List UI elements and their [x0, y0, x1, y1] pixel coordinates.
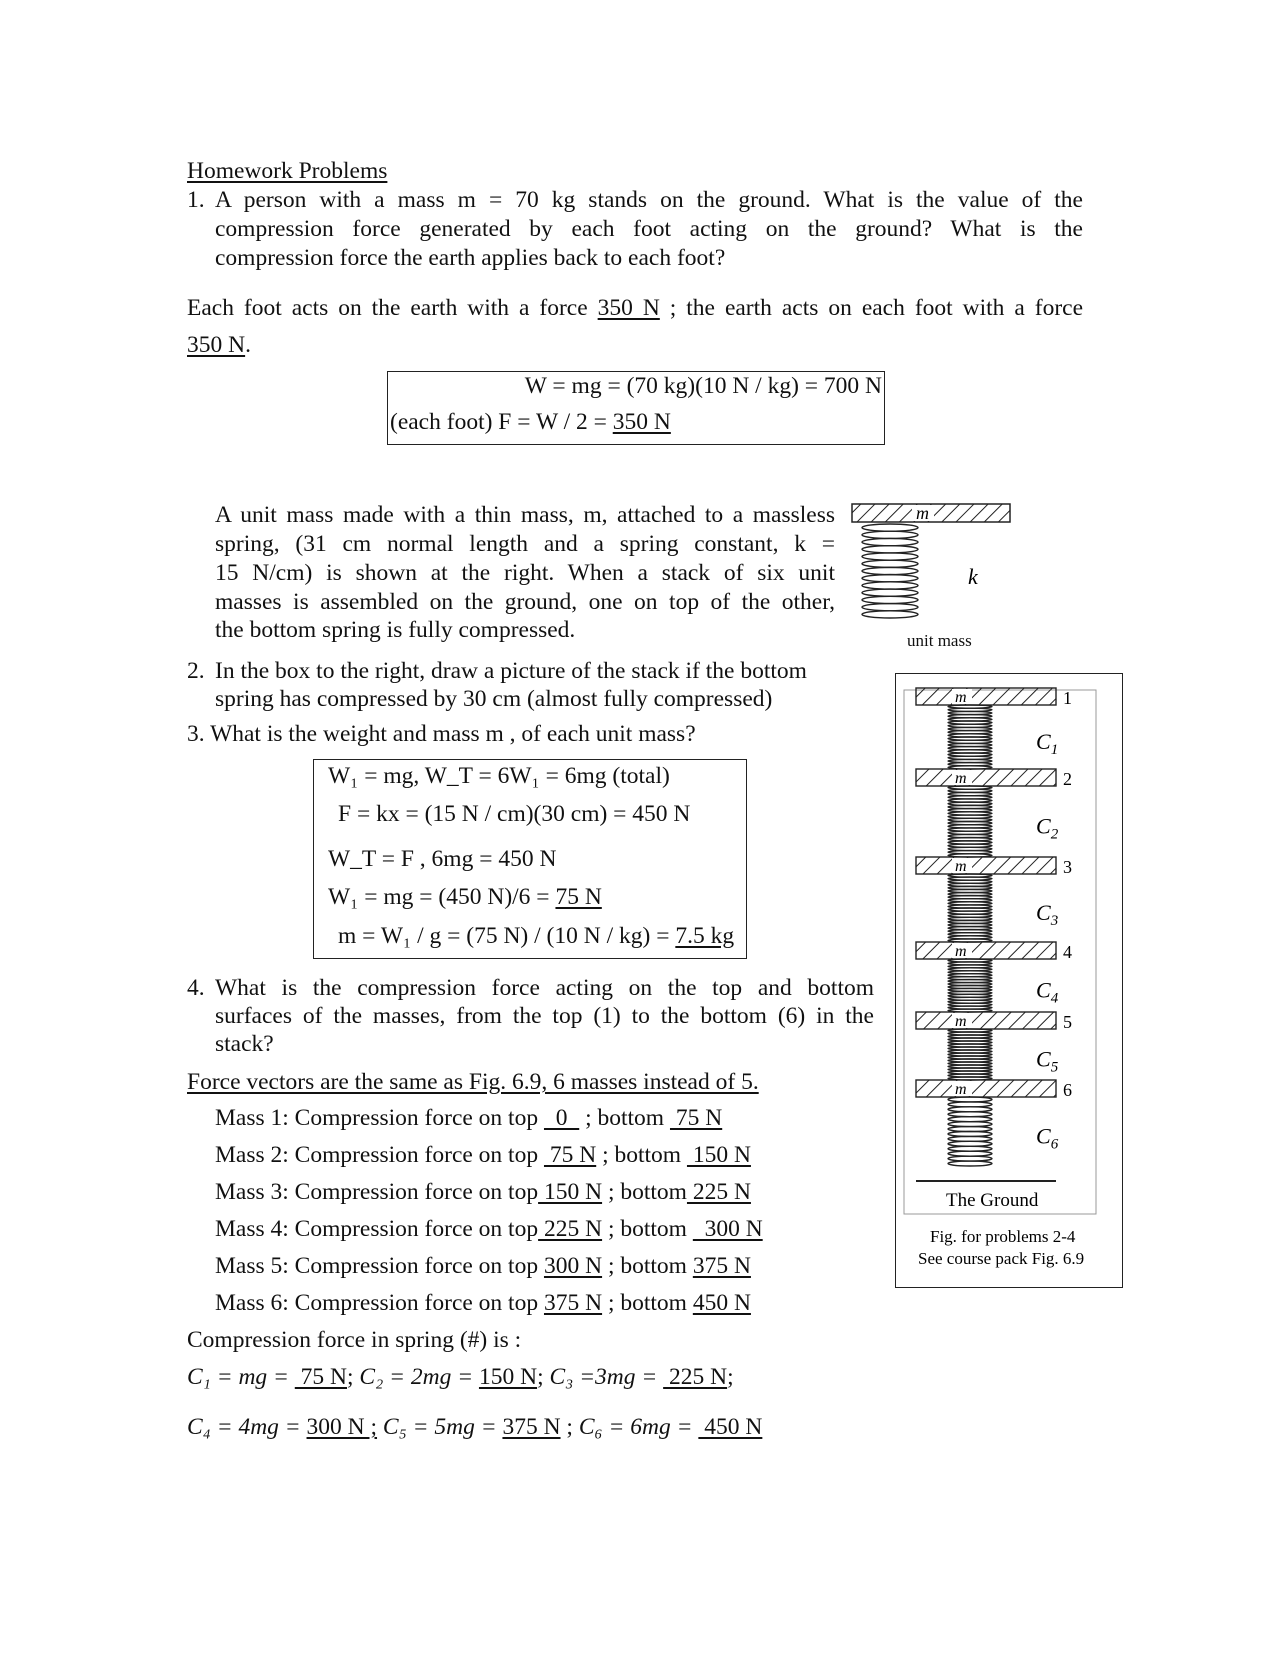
spring-label-letter: C: [1036, 813, 1051, 839]
mass-row-label: Mass 2: Compression force on top: [215, 1142, 539, 1168]
mass-row: [215, 1142, 751, 1169]
spring-coil: [862, 560, 918, 567]
unit-mass-caption: unit mass: [907, 631, 972, 650]
stacked-mass: [916, 688, 1072, 708]
spring-label: [1036, 1124, 1059, 1153]
mass-label: m: [955, 770, 967, 787]
page-title: Homework Problems: [187, 158, 388, 184]
spring-coil: [948, 1151, 992, 1156]
intro-line-1: A unit mass made with a thin mass, m, attached to a massless: [215, 502, 835, 528]
unit-spring-k-label: k: [968, 564, 978, 589]
spring-coil: [862, 524, 918, 531]
spring-force-expression: C₁ = mg =: [187, 1364, 295, 1390]
spring-force-value: 450 N: [698, 1414, 763, 1440]
figure-caption-2: See course pack Fig. 6.9: [918, 1249, 1085, 1268]
problem-4-line-1: What is the compression force acting on the top and bottom: [215, 975, 874, 1001]
spring-coil: [948, 1136, 992, 1141]
foot-force-equation: [390, 409, 671, 436]
mass-bottom-force: 375 N: [692, 1253, 751, 1279]
problem-1-line-1: A person with a mass m = 70 kg stands on the ground. What is the value of the: [215, 187, 1083, 213]
mass-label: m: [955, 943, 967, 960]
mass-row: [215, 1253, 751, 1280]
spring-coil: [948, 1097, 992, 1102]
mass-row-separator: ; bottom: [607, 1179, 687, 1205]
stacked-mass: [916, 857, 1072, 877]
spring-coil: [948, 1161, 992, 1166]
mass-stack: [916, 688, 1072, 1166]
spring-label-index: 1: [1050, 742, 1059, 758]
problem-1-number: 1.: [187, 187, 205, 213]
mass-plate: [916, 688, 1056, 705]
solution-line-2: F = kx = (15 N / cm)(30 cm) = 450 N: [338, 801, 691, 827]
mass-bottom-force: 450 N: [692, 1290, 751, 1316]
intro-line-2: spring, (31 cm normal length and a spring constant, k =: [215, 531, 835, 557]
spring-force-value: 300 N ;: [306, 1414, 378, 1440]
spring-coil: [948, 1127, 992, 1132]
mass-row: [215, 1105, 722, 1132]
stack-spring: [948, 874, 992, 942]
mass-plate: [916, 769, 1056, 786]
mass-plate: [916, 942, 1056, 959]
stack-figure: [896, 674, 1122, 1287]
spring-force-value: 375 N: [502, 1414, 561, 1440]
spring-label: [1036, 729, 1058, 758]
stacked-mass: [916, 1012, 1072, 1032]
force-vectors-note: Force vectors are the same as Fig. 6.9, 6 masses instead of 5.: [187, 1069, 759, 1095]
spring-label: [1036, 814, 1059, 843]
spring-coil: [862, 596, 918, 603]
solution-line-4: [328, 884, 602, 911]
problem-1-line-3: compression force the earth applies back to each foot?: [215, 245, 726, 271]
mass-row-label: Mass 4: Compression force on top: [215, 1216, 539, 1242]
spring-force-separator: ;: [347, 1364, 360, 1390]
spring-coil: [862, 589, 918, 596]
problem-1-line-2: compression force generated by each foot acting on the ground? What is the: [215, 216, 1083, 242]
spring-coil: [862, 567, 918, 574]
stack-spring: [948, 1029, 992, 1080]
spring-label-index: 5: [1050, 1059, 1059, 1076]
unit-spring: [862, 524, 918, 618]
spring-force-expression: C₅ = 5mg =: [382, 1414, 503, 1440]
mass-top-force: 300 N: [543, 1253, 603, 1279]
foot-force-equation-lhs: (each foot) F = W / 2 =: [390, 409, 613, 435]
spring-label-letter: C: [1036, 900, 1051, 925]
spring-label-index: 4: [1050, 990, 1059, 1007]
mass-bottom-force: 150 N: [686, 1142, 751, 1168]
spring-force-separator: ;: [727, 1364, 734, 1390]
spring-coil: [948, 1146, 992, 1151]
mass-row-separator: ; bottom: [585, 1105, 665, 1131]
mass-plate: [916, 857, 1056, 874]
weight-equation: W = mg = (70 kg)(10 N / kg) = 700 N: [524, 373, 882, 399]
spring-label-letter: C: [1036, 729, 1051, 754]
spring-force-expression: C₆ = 6mg =: [578, 1414, 699, 1440]
mass-top-force: 375 N: [543, 1290, 603, 1316]
spring-coil: [948, 1132, 992, 1137]
answer-1-foot-force: 350 N: [597, 295, 660, 321]
stack-spring: [948, 705, 992, 769]
spring-label-letter: C: [1036, 977, 1051, 1003]
intro-line-4: masses is assembled on the ground, one on top of the other,: [215, 589, 835, 615]
mass-row-label: Mass 3: Compression force on top: [215, 1179, 539, 1205]
mass-top-force: 150 N: [538, 1179, 603, 1205]
mass-label: m: [955, 1013, 967, 1030]
spring-coil: [862, 604, 918, 611]
stacked-mass: [916, 942, 1072, 962]
mass-number: 5: [1063, 1012, 1072, 1032]
solution-line-1: W₁ = mg, W_T = 6W₁ = 6mg (total): [328, 763, 670, 789]
mass-plate: [916, 1012, 1056, 1029]
spring-label-index: 2: [1050, 826, 1059, 843]
weight-equation-box: [387, 371, 885, 445]
problem-4-line-3: stack?: [215, 1031, 274, 1057]
spring-label-letter: C: [1036, 1123, 1051, 1149]
problem-3: 3. What is the weight and mass m , of each unit mass?: [187, 721, 696, 747]
mass-label: m: [955, 689, 967, 706]
spring-coil: [862, 538, 918, 545]
spring-label: [1036, 900, 1058, 929]
answer-1-line-2: [187, 332, 251, 359]
intro-line-5: the bottom spring is fully compressed.: [215, 617, 576, 643]
stack-spring: [948, 786, 992, 857]
problem-4-line-2: surfaces of the masses, from the top (1) to the bottom (6) in the: [215, 1003, 874, 1029]
mass-bottom-force: 75 N: [669, 1105, 723, 1131]
weight-result: 75 N: [555, 884, 602, 910]
foot-force-equation-result: 350 N: [612, 409, 671, 435]
spring-force-value: 150 N: [478, 1364, 538, 1390]
spring-force-expression: C₄ = 4mg =: [187, 1414, 307, 1440]
mass-number: 1: [1063, 688, 1072, 708]
spring-coil: [862, 611, 918, 618]
spring-label: [1036, 1047, 1059, 1076]
spring-coil: [948, 1141, 992, 1146]
mass-label: m: [955, 1081, 967, 1098]
spring-force-value: 75 N: [294, 1364, 348, 1390]
mass-row-label: Mass 5: Compression force on top: [215, 1253, 539, 1279]
answer-1-text-a: Each foot acts on the earth with a force: [187, 295, 588, 321]
answer-1-earth-force: 350 N: [187, 332, 246, 358]
stacked-mass: [916, 1080, 1072, 1100]
mass-row: [215, 1290, 751, 1317]
mass-row-separator: ; bottom: [607, 1253, 687, 1279]
spring-forces-line-2: [187, 1414, 762, 1441]
spring-coil: [948, 1102, 992, 1107]
unit-mass-m-label: m: [916, 503, 929, 523]
problem-2-line-1: In the box to the right, draw a picture of the stack if the bottom: [215, 658, 807, 684]
spring-forces-line-1: [187, 1364, 734, 1391]
spring-label-index: 3: [1050, 913, 1059, 929]
solution-line-5: [338, 923, 734, 950]
solution-line-3: W_T = F , 6mg = 450 N: [328, 846, 557, 872]
spring-coil: [948, 1156, 992, 1161]
spring-force-expression: C₃ =3mg =: [549, 1364, 664, 1390]
answer-1-period: .: [245, 332, 251, 358]
mass-number: 3: [1063, 857, 1072, 877]
problem-2-number: 2.: [187, 658, 205, 684]
answer-1-line-1: [187, 295, 1083, 322]
answer-1-text-c: ; the earth acts on each foot with a force: [669, 295, 1084, 321]
spring-label-index: 6: [1050, 1136, 1059, 1153]
spring-force-separator: ;: [560, 1414, 579, 1440]
mass-number: 6: [1063, 1080, 1072, 1100]
problem-4-number: 4.: [187, 975, 205, 1001]
spring-coil: [948, 1122, 992, 1127]
mass-row-label: Mass 6: Compression force on top: [215, 1290, 539, 1316]
spring-coil: [862, 575, 918, 582]
spring-coil: [948, 1117, 992, 1122]
intro-line-3: 15 N/cm) is shown at the right. When a stack of six unit: [215, 560, 835, 586]
unit-mass-figure: [850, 500, 1020, 650]
spring-force-expression: C₂ = 2mg =: [359, 1364, 479, 1390]
spring-force-title: Compression force in spring (#) is :: [187, 1327, 522, 1353]
spring-coil: [862, 546, 918, 553]
mass-number: 2: [1063, 769, 1072, 789]
mass-label: m: [955, 858, 967, 875]
spring-coil: [862, 531, 918, 538]
spring-force-value: 225 N: [663, 1364, 728, 1390]
mass-row: [215, 1216, 763, 1243]
figure-caption-1: Fig. for problems 2-4: [930, 1227, 1076, 1246]
mass-number: 4: [1063, 942, 1072, 962]
mass-row-separator: ; bottom: [602, 1142, 682, 1168]
mass-top-force: 0: [543, 1105, 580, 1131]
mass-row: [215, 1179, 751, 1206]
spring-coil: [862, 553, 918, 560]
mass-plate: [916, 1080, 1056, 1097]
unit-mass-solution-box: [313, 759, 747, 959]
spring-label: [1036, 978, 1059, 1007]
mass-row-label: Mass 1: Compression force on top: [215, 1105, 539, 1131]
spring-force-separator: ;: [537, 1364, 550, 1390]
spring-coil: [948, 1107, 992, 1112]
mass-top-force: 225 N: [538, 1216, 603, 1242]
mass-top-force: 75 N: [543, 1142, 597, 1168]
mass-row-separator: ; bottom: [607, 1290, 687, 1316]
problem-2-line-2: spring has compressed by 30 cm (almost fully compressed): [215, 686, 773, 712]
mass-bottom-force: 225 N: [686, 1179, 751, 1205]
mass-expression: m = W₁ / g = (75 N) / (10 N / kg) =: [338, 923, 676, 949]
stack-spring: [948, 1097, 992, 1166]
weight-expression: W₁ = mg = (450 N)/6 =: [328, 884, 556, 910]
mass-result: 7.5 kg: [675, 923, 735, 949]
spring-label-letter: C: [1036, 1046, 1051, 1072]
spring-coil: [862, 582, 918, 589]
mass-bottom-force: 300 N: [692, 1216, 763, 1242]
stacked-mass: [916, 769, 1072, 789]
ground-label: The Ground: [946, 1190, 1039, 1211]
stack-spring: [948, 959, 992, 1012]
mass-row-separator: ; bottom: [607, 1216, 687, 1242]
spring-coil: [948, 1112, 992, 1117]
